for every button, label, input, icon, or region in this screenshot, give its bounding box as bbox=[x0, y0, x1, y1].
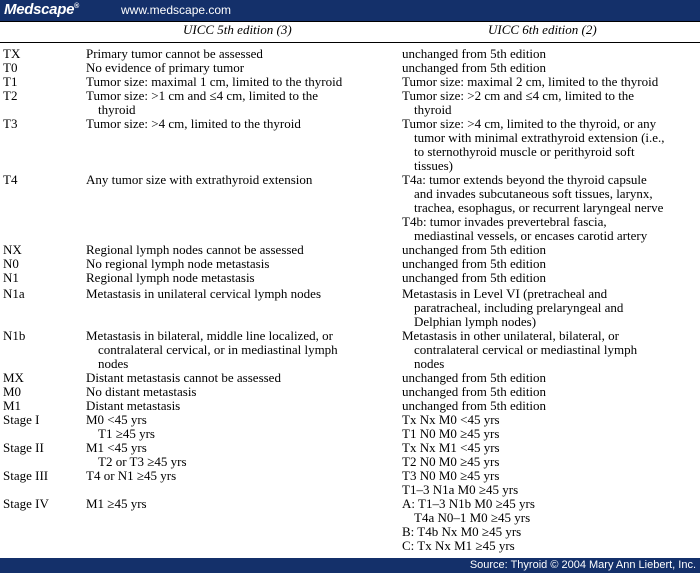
stage-label: N0 bbox=[3, 256, 19, 271]
6th-edition-cell bbox=[402, 243, 698, 257]
5th-edition-cell bbox=[86, 89, 386, 117]
cell-line: B: T4b Nx M0 ≥45 yrs bbox=[402, 524, 522, 539]
cell-line: M1 <45 yrs bbox=[86, 440, 147, 455]
5th-edition-cell bbox=[86, 371, 386, 385]
5th-edition-cell bbox=[86, 257, 386, 271]
cell-line: Primary tumor cannot be assessed bbox=[86, 46, 263, 61]
stage-label: N1 bbox=[3, 270, 19, 285]
6th-edition-cell bbox=[402, 399, 698, 413]
cell-line: No distant metastasis bbox=[86, 384, 197, 399]
6th-edition-cell bbox=[402, 257, 698, 271]
5th-edition-cell bbox=[86, 413, 386, 441]
5th-edition-cell bbox=[86, 287, 386, 301]
stage-label: T1 bbox=[3, 74, 18, 89]
cell-line: unchanged from 5th edition bbox=[402, 370, 547, 385]
cell-line: and invades subcutaneous soft tissues, larynx, bbox=[414, 186, 653, 201]
cell-line: nodes bbox=[98, 356, 129, 371]
cell-line: Metastasis in other unilateral, bilateral, or bbox=[402, 328, 619, 343]
cell-line: T4b: tumor invades prevertebral fascia, bbox=[402, 214, 607, 229]
cell-line: paratracheal, including prelaryngeal and bbox=[414, 300, 624, 315]
stage-label: Stage IV bbox=[3, 496, 49, 511]
cell-line: Regional lymph node metastasis bbox=[86, 270, 255, 285]
cell-line: unchanged from 5th edition bbox=[402, 398, 547, 413]
cell-line: trachea, esophagus, or recurrent laryngeal nerve bbox=[414, 200, 664, 215]
cell-line: unchanged from 5th edition bbox=[402, 242, 547, 257]
6th-edition-cell bbox=[402, 497, 698, 553]
cell-line: unchanged from 5th edition bbox=[402, 46, 547, 61]
cell-line: C: Tx Nx M1 ≥45 yrs bbox=[402, 538, 515, 553]
6th-edition-cell bbox=[402, 287, 698, 329]
cell-line: Metastasis in bilateral, middle line localized, or bbox=[86, 328, 333, 343]
medscape-logo[interactable] bbox=[4, 1, 79, 18]
cell-line: unchanged from 5th edition bbox=[402, 384, 547, 399]
cell-line: Any tumor size with extrathyroid extension bbox=[86, 172, 313, 187]
cell-line: T4a: tumor extends beyond the thyroid capsule bbox=[402, 172, 647, 187]
cell-line: thyroid bbox=[414, 102, 452, 117]
stage-label: TX bbox=[3, 46, 21, 61]
cell-line: Tumor size: maximal 1 cm, limited to the thyroid bbox=[86, 74, 343, 89]
stage-label: NX bbox=[3, 242, 22, 257]
cell-line: No regional lymph node metastasis bbox=[86, 256, 270, 271]
6th-edition-cell bbox=[402, 75, 698, 89]
5th-edition-cell bbox=[86, 441, 386, 469]
cell-line: T3 N0 M0 ≥45 yrs bbox=[402, 468, 500, 483]
5th-edition-cell bbox=[86, 385, 386, 399]
cell-line: unchanged from 5th edition bbox=[402, 256, 547, 271]
cell-line: T1 N0 M0 ≥45 yrs bbox=[402, 426, 500, 441]
cell-line: Tumor size: maximal 2 cm, limited to the thyroid bbox=[402, 74, 659, 89]
cell-line: T4 or N1 ≥45 yrs bbox=[86, 468, 177, 483]
5th-edition-cell bbox=[86, 117, 386, 131]
stage-label: N1a bbox=[3, 286, 25, 301]
cell-line: Tumor size: >1 cm and ≤4 cm, limited to the bbox=[86, 88, 319, 103]
cell-line: nodes bbox=[414, 356, 445, 371]
cell-line: T4a N0–1 M0 ≥45 yrs bbox=[414, 510, 531, 525]
6th-edition-cell bbox=[402, 385, 698, 399]
6th-edition-cell bbox=[402, 271, 698, 285]
6th-edition-cell bbox=[402, 329, 698, 371]
stage-label: M1 bbox=[3, 398, 22, 413]
source-credit: Source: Thyroid © 2004 Mary Ann Liebert, Inc. bbox=[469, 559, 696, 571]
5th-edition-cell bbox=[86, 271, 386, 285]
column-header-5th: UICC 5th edition (3) bbox=[183, 22, 292, 37]
6th-edition-cell bbox=[402, 117, 698, 173]
cell-line: T1 ≥45 yrs bbox=[98, 426, 155, 441]
cell-line: unchanged from 5th edition bbox=[402, 270, 547, 285]
cell-line: T2 or T3 ≥45 yrs bbox=[98, 454, 187, 469]
footer-banner bbox=[0, 558, 700, 573]
stage-label: T3 bbox=[3, 116, 18, 131]
cell-line: M0 <45 yrs bbox=[86, 412, 147, 427]
6th-edition-cell bbox=[402, 441, 698, 469]
5th-edition-cell bbox=[86, 399, 386, 413]
6th-edition-cell bbox=[402, 61, 698, 75]
cell-line: Distant metastasis cannot be assessed bbox=[86, 370, 281, 385]
cell-line: unchanged from 5th edition bbox=[402, 60, 547, 75]
header-rule-bottom bbox=[0, 42, 700, 43]
logo-mark: ® bbox=[74, 3, 79, 10]
5th-edition-cell bbox=[86, 47, 386, 61]
5th-edition-cell bbox=[86, 75, 386, 89]
cell-line: Tumor size: >4 cm, limited to the thyroid bbox=[86, 116, 301, 131]
6th-edition-cell bbox=[402, 173, 698, 243]
6th-edition-cell bbox=[402, 371, 698, 385]
logo-text: Medscape bbox=[4, 1, 75, 18]
cell-line: thyroid bbox=[98, 102, 136, 117]
cell-line: Distant metastasis bbox=[86, 398, 181, 413]
stage-label: T4 bbox=[3, 172, 18, 187]
cell-line: Delphian lymph nodes) bbox=[414, 314, 537, 329]
column-header-6th: UICC 6th edition (2) bbox=[488, 22, 597, 37]
6th-edition-cell bbox=[402, 47, 698, 61]
cell-line: to sternothyroid muscle or perithyroid soft bbox=[414, 144, 635, 159]
cell-line: contralateral cervical or mediastinal lymph bbox=[414, 342, 638, 357]
cell-line: No evidence of primary tumor bbox=[86, 60, 245, 75]
cell-line: Regional lymph nodes cannot be assessed bbox=[86, 242, 304, 257]
cell-line: Metastasis in unilateral cervical lymph nodes bbox=[86, 286, 322, 301]
cell-line: A: T1–3 N1b M0 ≥45 yrs bbox=[402, 496, 535, 511]
6th-edition-cell bbox=[402, 413, 698, 441]
stage-label: MX bbox=[3, 370, 24, 385]
site-url-link[interactable]: www.medscape.com bbox=[121, 3, 232, 17]
stage-label: T2 bbox=[3, 88, 18, 103]
cell-line: Metastasis in Level VI (pretracheal and bbox=[402, 286, 608, 301]
top-banner bbox=[0, 0, 700, 21]
6th-edition-cell bbox=[402, 469, 698, 497]
5th-edition-cell bbox=[86, 329, 386, 371]
5th-edition-cell bbox=[86, 61, 386, 75]
cell-line: mediastinal vessels, or encases carotid artery bbox=[414, 228, 648, 243]
cell-line: Tx Nx M1 <45 yrs bbox=[402, 440, 500, 455]
5th-edition-cell bbox=[86, 173, 386, 187]
cell-line: Tumor size: >2 cm and ≤4 cm, limited to the bbox=[402, 88, 635, 103]
cell-line: M1 ≥45 yrs bbox=[86, 496, 147, 511]
cell-line: contralateral cervical, or in mediastinal lymph bbox=[98, 342, 338, 357]
5th-edition-cell bbox=[86, 497, 386, 511]
cell-line: Tumor size: >4 cm, limited to the thyroid, or any bbox=[402, 116, 657, 131]
stage-label: M0 bbox=[3, 384, 22, 399]
6th-edition-cell bbox=[402, 89, 698, 117]
cell-line: tissues) bbox=[414, 158, 453, 173]
5th-edition-cell bbox=[86, 243, 386, 257]
stage-label: Stage II bbox=[3, 440, 44, 455]
cell-line: Tx Nx M0 <45 yrs bbox=[402, 412, 500, 427]
stage-label: Stage III bbox=[3, 468, 49, 483]
stage-label: N1b bbox=[3, 328, 26, 343]
stage-label: T0 bbox=[3, 60, 18, 75]
cell-line: T1–3 N1a M0 ≥45 yrs bbox=[402, 482, 519, 497]
cell-line: T2 N0 M0 ≥45 yrs bbox=[402, 454, 500, 469]
cell-line: tumor with minimal extrathyroid extension (i.e., bbox=[414, 130, 665, 145]
5th-edition-cell bbox=[86, 469, 386, 483]
stage-label: Stage I bbox=[3, 412, 40, 427]
